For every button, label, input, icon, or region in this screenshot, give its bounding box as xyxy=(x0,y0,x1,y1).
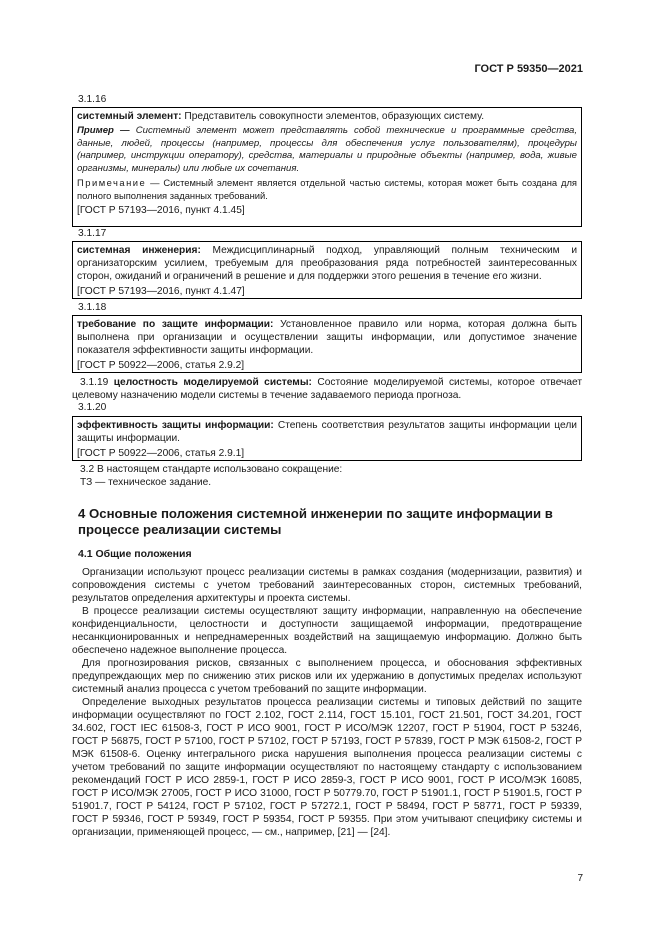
term-number: 3.1.16 xyxy=(78,94,107,105)
term-definition: Состояние моделируемой системы, которое отвечает целевому назначению модели системы в течение задаваемого периода прогноза. xyxy=(72,377,582,401)
abbreviations-intro: 3.2 В настоящем стандарте использовано сокращение: xyxy=(80,464,343,475)
term-example xyxy=(77,125,577,175)
paragraph: Определение выходных результатов процесса реализации системы и типовых действий по защите информации осуществляют по ГОСТ 2.102, ГОСТ 2.114, ГОСТ 15.101, ГОСТ 21.501, ГОСТ 34.201, ГОСТ 34.602, ГОСТ IEC 61508-3, ГОСТ Р ИСО 9001, ГОСТ Р ИСО/МЭК 12207, ГОСТ Р 51904, ГОСТ Р 53246, ГОСТ Р 56875, ГОСТ Р 57100, ГОСТ Р 57102, ГОСТ Р 57193, ГОСТ Р 57839, ГОСТ Р МЭК 61508-2, ГОСТ Р МЭК 61508-6. Оценку интегрального риска нарушения выполнения процесса реализации системы с учетом требований по защите информации осуществляют по настоящему стандарту с использованием рекомендаций ГОСТ Р ИСО 2859-1, ГОСТ Р ИСО 2859-3, ГОСТ Р ИСО 9001, ГОСТ Р ИСО/МЭК 16085, ГОСТ Р ИСО/МЭК 27005, ГОСТ Р ИСО 31000, ГОСТ Р 50779.70, ГОСТ Р 51901.1, ГОСТ Р 51901.5, ГОСТ Р 51901.7, ГОСТ Р 54124, ГОСТ Р 57102, ГОСТ Р 57272.1, ГОСТ Р 58494, ГОСТ Р 58771, ГОСТ Р 59339, ГОСТ Р 59346, ГОСТ Р 59349, ГОСТ Р 59354, ГОСТ Р 59355. При этом учитывают специфику системы и организации, применяющей процесс, — см., например, [21] — [24]. xyxy=(72,697,582,838)
page-number: 7 xyxy=(577,873,583,884)
abbreviations xyxy=(72,463,582,489)
term-number: 3.1.17 xyxy=(78,228,107,239)
term-box xyxy=(72,107,582,227)
paragraph: В процессе реализации системы осуществляют защиту информации, направленную на обеспечение конфиденциальности, целостности и доступности защищаемой информации, предотвращение несанкционированных и непреднамеренных воздействий на защищаемую информацию. Должно быть обеспечено надежное выполнение процесса. xyxy=(72,606,582,656)
example-lead: Пример — xyxy=(77,125,136,136)
paragraph: Для прогнозирования рисков, связанных с выполнением процесса, и обоснования эффективных предупреждающих мер по снижению этих рисков или их удержанию в допустимых пределах используют системный анализ процесса с учетом требований по защите информации. xyxy=(72,658,582,695)
term-reference: [ГОСТ Р 57193—2016, пункт 4.1.45] xyxy=(77,205,245,216)
term-number: 3.1.19 xyxy=(80,377,109,388)
document-code: ГОСТ Р 59350—2021 xyxy=(474,63,583,75)
term-reference: [ГОСТ Р 57193—2016, пункт 4.1.47] xyxy=(77,286,245,297)
term-reference: [ГОСТ Р 50922—2006, статья 2.9.2] xyxy=(77,360,245,371)
term-number: 3.1.20 xyxy=(78,402,107,413)
term-definition: Междисциплинарный подход, управляющий полным техническим и организаторским усилием, требуемым для преобразования ряда потребностей заинтересованных сторон, ожиданий и ограничений в решение и для поддержки этого решения в течение его жизни. xyxy=(77,245,578,282)
paragraph: Организации используют процесс реализации системы в рамках создания (модернизации, развития) и сопровождения системы с учетом требований заинтересованных сторон, системных требований, результатов определения архитектуры и проекта системы. xyxy=(72,567,582,604)
term-definition: Установленное правило или норма, которая должна быть выполнена при организации и осуществлении защиты информации, или допустимое значение показателя эффективности защиты информации. xyxy=(77,319,577,356)
term-box xyxy=(72,241,582,299)
subsection-title: 4.1 Общие положения xyxy=(78,548,192,560)
note-lead: Примечание xyxy=(77,177,147,188)
term-name: целостность моделируемой системы: xyxy=(113,377,312,388)
example-text: Системный элемент может представлять собой технические и программные средства, данные, людей, процессы (например, процессы для обеспечения услуг пользователям), процедуры (например, инструкции оператору), средства, материалы и природные объекты (например, вода, живые организмы, минералы) или любые их сочетания. xyxy=(77,125,577,174)
term-name: системный элемент: xyxy=(77,111,182,122)
term-box xyxy=(72,315,582,373)
section-title: 4 Основные положения системной инженерии по защите информации в процессе реализации системы xyxy=(78,506,553,537)
term-name: системная инженерия: xyxy=(77,245,201,256)
term-definition: Степень соответствия результатов защиты информации цели защиты информации. xyxy=(77,420,577,444)
term-number: 3.1.18 xyxy=(78,302,107,313)
term-name: требование по защите информации: xyxy=(77,319,274,330)
term-name: эффективность защиты информации: xyxy=(77,420,274,431)
term-definition: Представитель совокупности элементов, образующих систему. xyxy=(181,111,485,122)
note-text: — Системный элемент является отдельной частью системы, которая может быть создана для полного выполнения заданных требований. xyxy=(77,177,577,201)
term-box xyxy=(72,416,582,461)
section-body xyxy=(72,566,582,839)
term-inline xyxy=(72,376,582,402)
term-note xyxy=(77,177,577,202)
abbreviation-item: ТЗ — техническое задание. xyxy=(80,477,212,488)
term-reference: [ГОСТ Р 50922—2006, статья 2.9.1] xyxy=(77,448,245,459)
